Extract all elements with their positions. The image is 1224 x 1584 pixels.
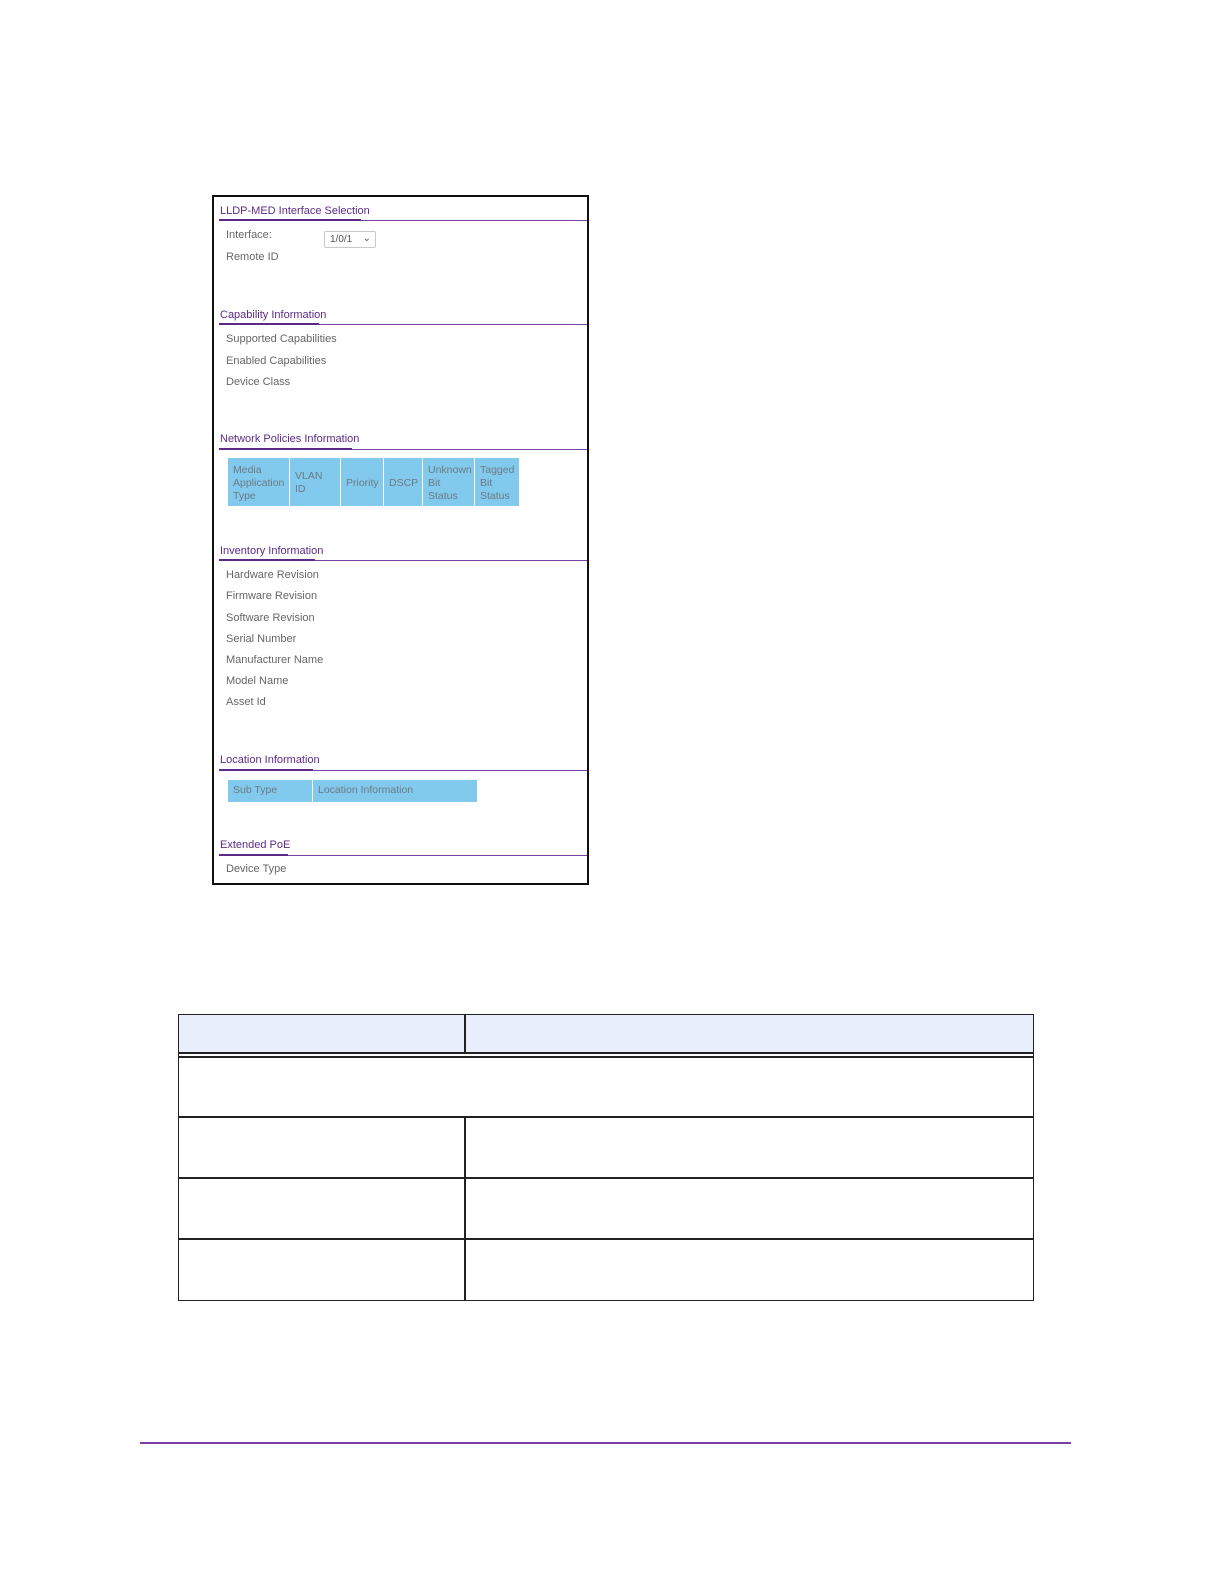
description-table — [178, 1014, 1034, 1301]
lldp-med-panel — [212, 195, 589, 885]
asset-id-label: Asset Id — [226, 696, 266, 708]
inventory-title: Inventory Information — [220, 545, 324, 557]
interface-selection-title: LLDP-MED Interface Selection — [220, 205, 370, 217]
col-location-information: Location Information — [313, 780, 477, 802]
col-media-application-type: Media Application Type — [228, 458, 289, 506]
section-divider — [219, 324, 587, 325]
interface-select-value: 1/0/1 — [330, 234, 353, 245]
extended-poe-title: Extended PoE — [220, 839, 291, 851]
supported-capabilities-label: Supported Capabilities — [226, 333, 337, 345]
firmware-revision-label: Firmware Revision — [226, 590, 318, 602]
software-revision-label: Software Revision — [226, 612, 315, 624]
table-row — [179, 1238, 1033, 1240]
col-priority: Priority — [341, 458, 383, 506]
col-tagged-bit-status: Tagged Bit Status — [475, 458, 519, 506]
interface-select[interactable] — [324, 231, 376, 248]
col-unknown-bit-status: Unknown Bit Status — [423, 458, 474, 506]
table-row — [179, 1177, 1033, 1179]
section-divider — [219, 855, 587, 856]
location-title: Location Information — [220, 754, 320, 766]
enabled-capabilities-label: Enabled Capabilities — [226, 355, 327, 367]
capability-title: Capability Information — [220, 309, 327, 321]
hardware-revision-label: Hardware Revision — [226, 569, 319, 581]
table-row — [179, 1116, 1033, 1118]
table-header-row — [179, 1015, 1033, 1052]
col-dscp: DSCP — [384, 458, 422, 506]
network-policies-table-header — [228, 458, 519, 506]
section-divider — [219, 560, 587, 561]
footer-divider — [140, 1442, 1071, 1444]
section-divider — [219, 449, 587, 450]
col-vlan-id: VLAN ID — [290, 458, 340, 506]
device-type-label: Device Type — [226, 863, 287, 875]
manufacturer-name-label: Manufacturer Name — [226, 654, 324, 666]
remote-id-label: Remote ID — [226, 251, 279, 263]
location-table-header — [228, 780, 477, 802]
network-policies-title: Network Policies Information — [220, 433, 360, 445]
interface-label: Interface: — [226, 229, 272, 241]
section-divider — [219, 220, 587, 221]
model-name-label: Model Name — [226, 675, 289, 687]
device-class-label: Device Class — [226, 376, 291, 388]
section-divider — [219, 770, 587, 771]
chevron-down-icon: ⌄ — [362, 233, 371, 244]
col-sub-type: Sub Type — [228, 780, 312, 802]
serial-number-label: Serial Number — [226, 633, 297, 645]
